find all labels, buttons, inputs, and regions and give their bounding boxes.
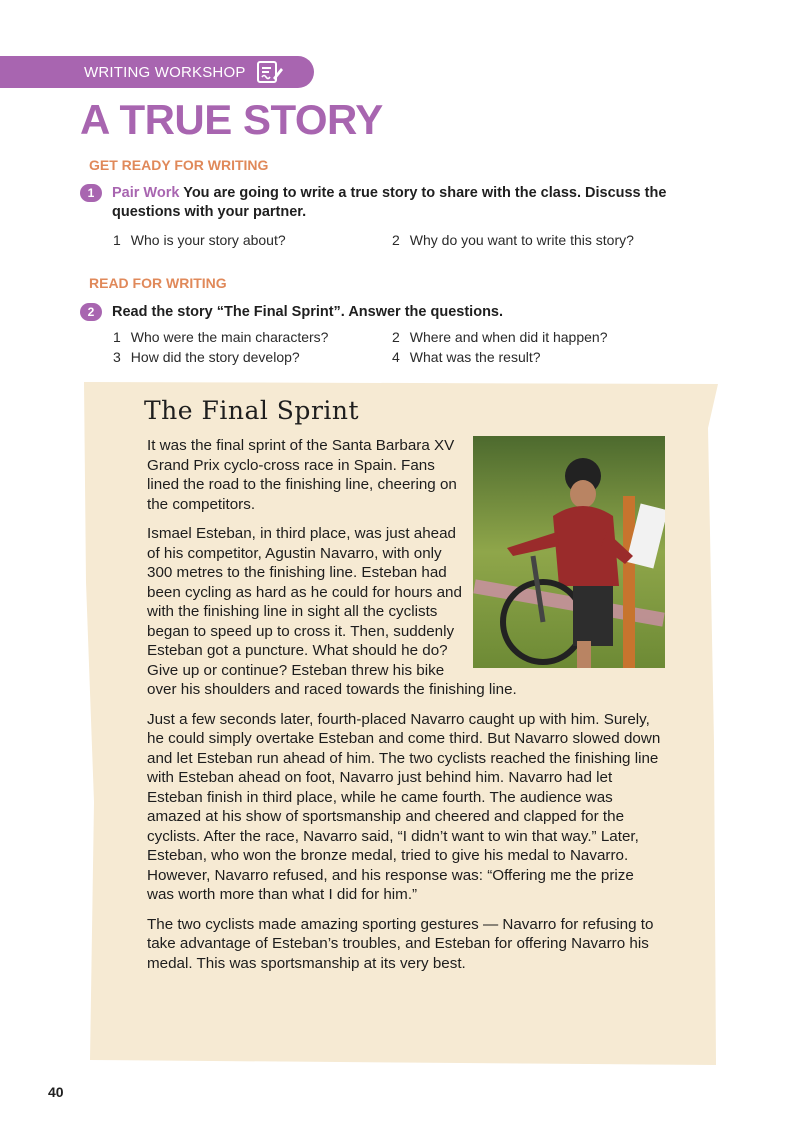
pair-work-label: Pair Work — [112, 185, 180, 201]
question-item — [113, 329, 328, 345]
writing-notepad-icon — [256, 60, 284, 84]
question-item — [113, 232, 286, 248]
question-item — [392, 232, 634, 248]
question-number: 1 — [113, 232, 121, 248]
question-text: How did the story develop? — [130, 349, 300, 365]
cyclist-photo — [473, 436, 665, 668]
read-for-writing-heading: READ FOR WRITING — [89, 275, 227, 291]
task-2-instruction: Read the story “The Final Sprint”. Answer the questions. — [112, 304, 504, 320]
task-1 — [80, 184, 720, 222]
page-title: A TRUE STORY — [80, 96, 383, 143]
question-item — [392, 329, 608, 345]
banner-label: WRITING WORKSHOP — [84, 63, 246, 81]
question-item — [113, 349, 300, 365]
question-number: 3 — [113, 349, 121, 365]
question-text: Who is your story about? — [130, 232, 286, 248]
question-text: What was the result? — [409, 349, 541, 365]
question-text: Why do you want to write this story? — [409, 232, 634, 248]
story-paragraph-3: Just a few seconds later, fourth-placed Navarro caught up with him. Surely, he could simply overtake Esteban and come third. But Navarro slowed down and let Esteban run ahead of him. The two cyclists reached the finishing line with Esteban ahead on foot, Navarro just behind him. Navarro had let Esteban finish in third place, while he came fourth. The audience was amazed at his show of sportsmanship and cheered and clapped for the cyclists. After the race, Navarro said, “I didn’t want to win that way.” Later, Esteban, who won the bronze medal, tried to give his medal to Navarro. However, Navarro refused, and his response was: “Offering me the prize was worth more than what I did for him.” — [147, 710, 661, 903]
page-number: 40 — [48, 1084, 64, 1100]
story-paragraph-4: The two cyclists made amazing sporting gestures — Navarro for refusing to take advantage of Esteban’s troubles, and Esteban for offering Navarro his medal. This was sportsmanship at its very best. — [147, 915, 654, 972]
question-text: Who were the main characters? — [130, 329, 329, 345]
get-ready-heading: GET READY FOR WRITING — [89, 157, 269, 173]
question-number: 2 — [392, 232, 400, 248]
task-2 — [80, 303, 720, 322]
task-number-badge: 1 — [80, 184, 102, 202]
question-number: 2 — [392, 329, 400, 345]
task-1-instruction: You are going to write a true story to share with the class. Discuss the questions with your partner. — [112, 185, 667, 220]
task-number-badge: 2 — [80, 303, 102, 321]
question-number: 4 — [392, 349, 400, 365]
story-panel — [84, 382, 718, 1065]
question-number: 1 — [113, 329, 121, 345]
question-item — [392, 349, 541, 365]
story-paragraph-2: Ismael Esteban, in third place, was just ahead of his competitor, Agustin Navarro, with only 300 metres to the finishing line. Esteban had been cycling as hard as he could for hours and with the finishing line in sight all the cyclists began to speed up to cross it. Then, suddenly Esteban got a puncture. What should he do? Give up or continue? Esteban threw his bike over his shoulders and raced towards the finishing line. — [147, 525, 517, 698]
writing-workshop-banner — [0, 56, 314, 88]
story-body — [147, 436, 665, 983]
task-1-text — [112, 184, 720, 222]
story-title: The Final Sprint — [144, 396, 360, 425]
story-paragraph-1: It was the final sprint of the Santa Barbara XV Grand Prix cyclo-cross race in Spain. Fans lined the road to the finishing line, cheering on the competitors. — [147, 437, 457, 513]
question-text: Where and when did it happen? — [409, 329, 608, 345]
